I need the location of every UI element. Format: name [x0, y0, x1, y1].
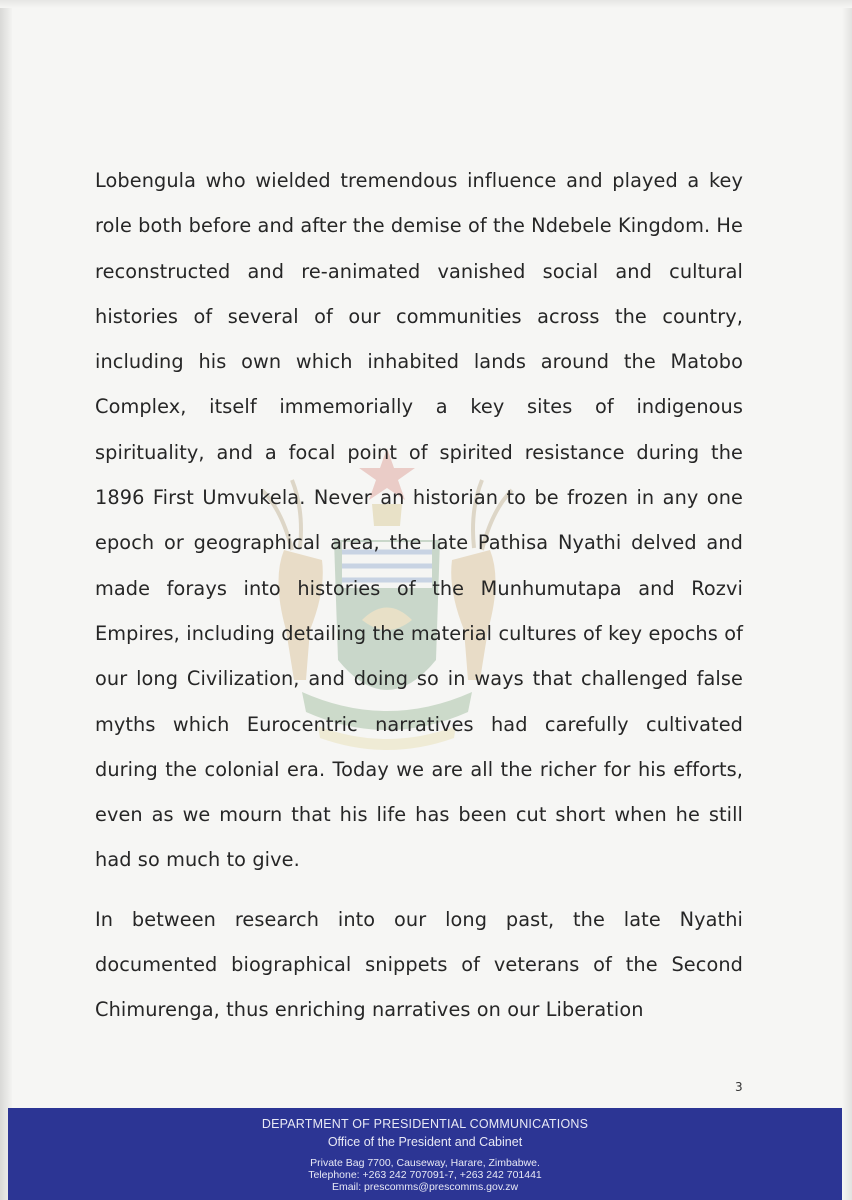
footer-telephone: Telephone: +263 242 707091-7, +263 242 701441 [308, 1169, 542, 1181]
footer-department: DEPARTMENT OF PRESIDENTIAL COMMUNICATIONS [261, 1117, 589, 1131]
footer-office: Office of the President and Cabinet [327, 1135, 523, 1149]
page-edge-shadow-left [0, 0, 12, 1200]
footer-contact-block [8, 1157, 842, 1193]
document-body [95, 158, 743, 1033]
page-edge-shadow-right [842, 0, 852, 1200]
paragraph: In between research into our long past, the late Nyathi documented biographical snippets of veterans of the Second Chimurenga, thus enriching narratives on our Liberation [95, 907, 743, 1022]
footer-address: Private Bag 7700, Causeway, Harare, Zimbabwe. [310, 1157, 540, 1169]
paragraph: Lobengula who wielded tremendous influence and played a key role both before and after the demise of the Ndebele Kingdom. He reconstructed and re-animated vanished social and cultural histories of several of our communities across the country, including his own which inhabited lands around the Matobo Complex, itself immemorially a key sites of indigenous spirituality, and a focal point of spirited resistance during the 1896 First Umvukela. Never an historian to be frozen in any one epoch or geographical area, the late Pathisa Nyathi delved and made forays into histories of the Munhumutapa and Rozvi Empires, including detailing the material cultures of key epochs of our long Civilization, and doing so in ways that challenged false myths which Eurocentric narratives had carefully cultivated during the colonial era. Today we are all the richer for his efforts, even as we mourn that his life has been cut short when he still had so much to give. [95, 169, 743, 872]
footer-banner [8, 1108, 842, 1200]
page-number: 3 [735, 1080, 743, 1094]
page-edge-shadow-top [0, 0, 852, 8]
footer-email: Email: prescomms@prescomms.gov.zw [331, 1181, 519, 1193]
